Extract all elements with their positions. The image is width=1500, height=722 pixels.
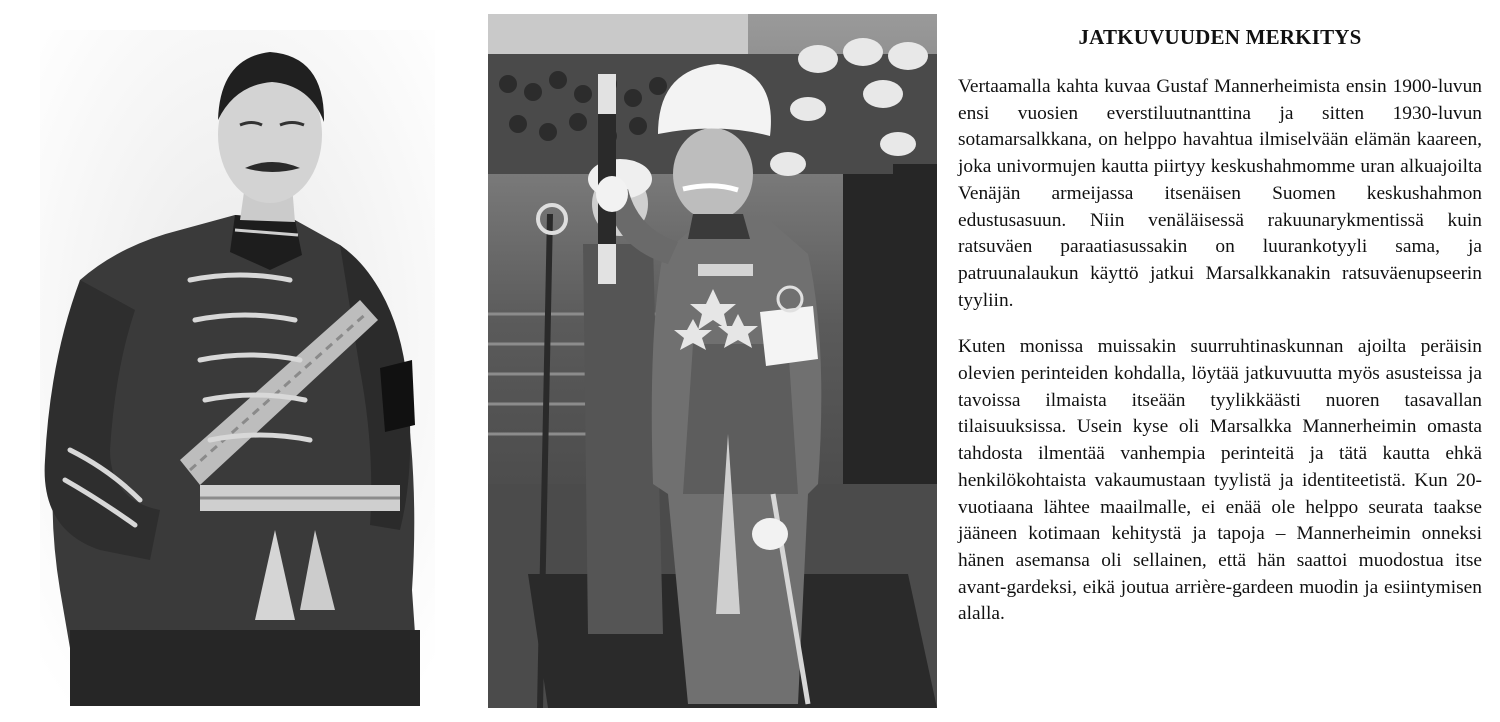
article-paragraph-1: Vertaamalla kahta kuvaa Gustaf Mannerheimista ensin 1900-luvun ensi vuosien everstiluutnanttina ja sitten 1930-luvun sotamarsalkkana, on helppo havahtua ilmiselvään elämän kaareen, joka univormujen kautta piirtyy keskushahmomme uran alkuajoilta Venäjän armeijassa itsenäisen Suomen keskushahmon edustusasuun. Niin venäläisessä rakuunarykmentissä kuin ratsuväen paraatiasussakin on luurankotyyli sama, ja patruunalaukun käyttö jatkui Marsalkkanakin ratsuväenupseerin tyyliin. [958,76,1482,311]
article-heading: JATKUVUUDEN MERKITYS [1078,25,1362,49]
parade-photo-field-marshal [488,14,937,708]
portrait-photo-lieutenant-colonel [40,30,435,706]
article-text-column [958,24,1482,648]
article-paragraph-2: Kuten monissa muissakin suurruhtinaskunnan ajoilta peräisin olevien perinteiden kohdalla, löytää jatkuvuutta myös asusteissa ja tavoissa ilmaista itseään tyylikkäästi nuoren tasavallan tilaisuuksissa. Usein kyse oli Marsalkka Mannerheimin omasta tahdosta ilmentää vanhempia perinteitä ja tätä kautta ehkä henkilökohtaista vakaumustaan tyylistä ja identiteetistä. Kun 20-vuotiaana lähtee maailmalle, ei enää ole helppo seurata taakse jääneen kotimaan kehitystä ja tapoja – Mannerheimin onneksi hänen asemansa oli sellainen, että hän saattoi muodostua itse avant-gardeksi, eikä joutua arrière-gardeen muodin ja esiintymisen alalla. [958,336,1482,625]
